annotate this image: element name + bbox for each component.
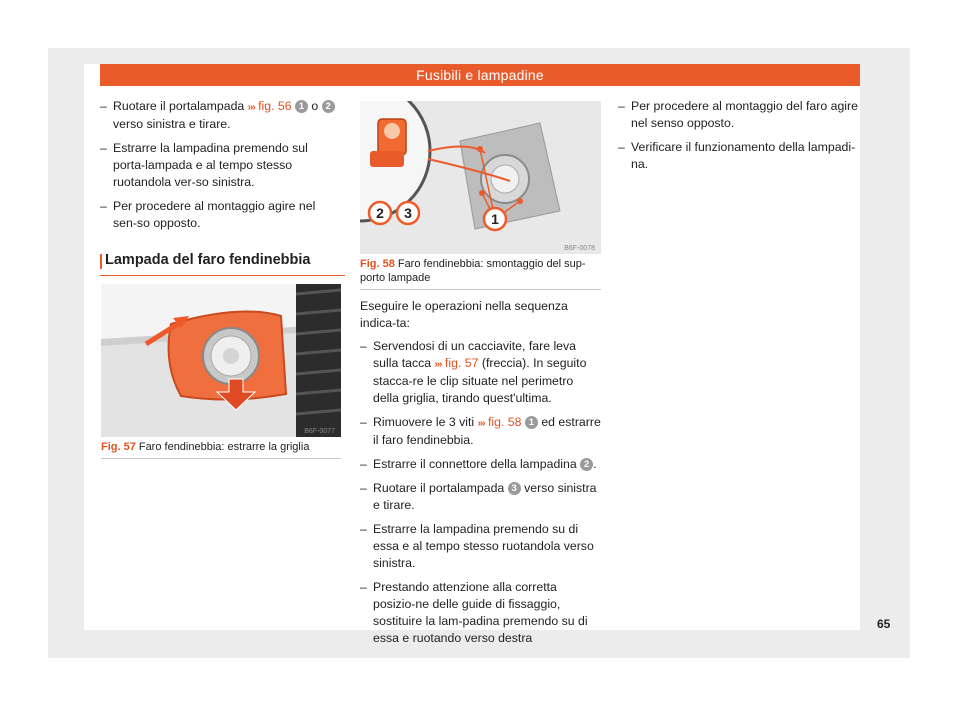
reference-arrow-icon: ›››	[247, 102, 255, 113]
callout-number: 1	[295, 100, 308, 113]
reference-arrow-icon: ›››	[477, 418, 485, 429]
figure-57-caption: Fig. 57 Faro fendinebbia: estrarre la griglia	[101, 440, 341, 459]
list-item: – Verificare il funzionamento della lampadi-na.	[618, 140, 856, 171]
bullet-dash: –	[618, 140, 625, 154]
figure-link[interactable]: fig. 57	[441, 356, 479, 370]
list-item: – Estrarre la lampadina premendo su di essa e al tempo stesso ruotandola verso sinistra.	[360, 522, 594, 570]
section-heading: Lampada del faro fendinebbia	[100, 252, 345, 276]
bullet-dash: –	[100, 199, 107, 213]
bullet-dash: –	[360, 457, 367, 471]
figure-58-caption: Fig. 58 Faro fendinebbia: smontaggio del sup-porto lampade	[360, 257, 601, 290]
list-item: – Rimuovere le 3 viti ››› fig. 58 1 ed estrarre il faro fendinebbia.	[360, 415, 601, 447]
page-number: 65	[877, 617, 891, 631]
bullet-dash: –	[360, 522, 367, 536]
callout-number: 1	[525, 416, 538, 429]
column-middle	[360, 298, 601, 654]
figure-57-image	[101, 284, 341, 437]
list-item: – Estrarre la lampadina premendo sul porta-lampada e al tempo stesso ruotandola ver-so sinistra.	[100, 141, 308, 189]
fog-light-grille-illustration	[101, 284, 341, 437]
figure-link[interactable]: fig. 56	[254, 99, 292, 113]
figure-code: B6F-0077	[304, 428, 335, 435]
figure-link[interactable]: fig. 58	[484, 415, 522, 429]
list-item: – Estrarre il connettore della lampadina 2 .	[360, 457, 597, 471]
list-item: – Per procedere al montaggio del faro agire nel senso opposto.	[618, 99, 858, 130]
chapter-header: Fusibili e lampadine	[100, 64, 860, 86]
reference-arrow-icon: ›››	[434, 359, 442, 370]
list-item: – Ruotare il portalampada ››› fig. 56 1 o 2 verso sinistra e tirare.	[100, 98, 340, 133]
column-left	[100, 98, 340, 239]
bullet-dash: –	[360, 339, 367, 353]
callout-label: 1	[491, 211, 499, 227]
bullet-dash: –	[360, 415, 367, 429]
callout-number: 2	[322, 100, 335, 113]
list-item: – Per procedere al montaggio agire nel sen-so opposto.	[100, 199, 316, 230]
intro-text: Eseguire le operazioni nella sequenza indica-ta:	[360, 299, 568, 330]
column-right	[618, 98, 860, 180]
list-item: – Servendosi di un cacciavite, fare leva sulla tacca ››› fig. 57 (freccia). In seguito stacca-re le clip situate nel perimetro della griglia, tirando quest'ultima.	[360, 339, 587, 405]
callout-label: 2	[376, 205, 384, 221]
figure-label: Fig. 57	[101, 441, 136, 453]
bullet-dash: –	[100, 141, 107, 155]
list-item: – Prestando attenzione alla corretta posizio-ne delle guide di fissaggio, sostituire la lam-padina premendo su di essa e ruotando verso destra	[360, 580, 588, 645]
fog-light-removal-illustration	[360, 101, 601, 254]
figure-label: Fig. 58	[360, 258, 395, 270]
callout-number: 3	[508, 482, 521, 495]
bullet-dash: –	[100, 99, 107, 113]
figure-58-image	[360, 101, 601, 254]
callout-number: 2	[580, 458, 593, 471]
callout-label: 3	[404, 205, 412, 221]
bullet-dash: –	[618, 99, 625, 113]
bullet-dash: –	[360, 481, 367, 495]
list-item: – Ruotare il portalampada 3 verso sinistra e tirare.	[360, 481, 597, 512]
bullet-dash: –	[360, 580, 367, 594]
figure-code: B6F-0078	[564, 245, 595, 252]
